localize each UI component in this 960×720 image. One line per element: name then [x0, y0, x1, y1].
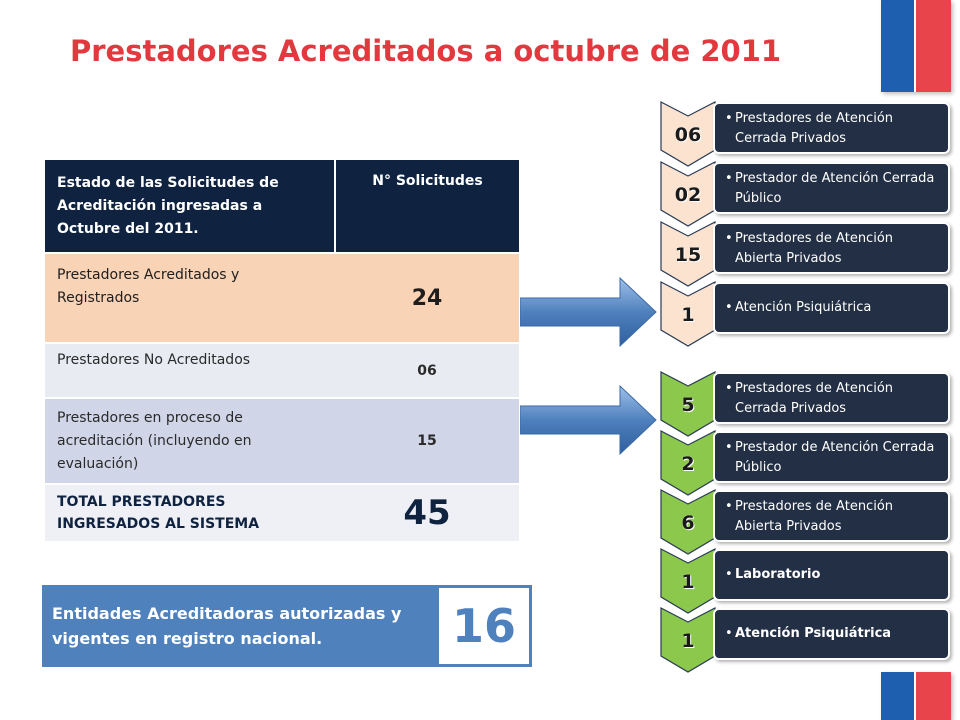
table-row — [45, 398, 519, 484]
step-label: Prestadores de Atención Cerrada Privados — [735, 111, 894, 146]
step-label-box — [713, 222, 950, 274]
bullet-icon: • — [725, 300, 733, 315]
step-label-box — [713, 549, 950, 601]
row-label: TOTAL PRESTADORES INGRESADOS AL SISTEMA — [45, 484, 335, 542]
solicitudes-table — [45, 160, 519, 543]
header-n-solicitudes: N° Solicitudes — [335, 160, 519, 253]
entidades-acreditadoras-box — [42, 585, 532, 667]
row-value: 06 — [335, 343, 519, 398]
row-label: Prestadores No Acreditados — [45, 343, 335, 398]
arrow-right-icon — [520, 384, 658, 456]
bullet-icon: • — [725, 111, 733, 126]
entidades-label: Entidades Acreditadoras autorizadas y vigentes en registro nacional. — [52, 604, 402, 648]
step-number: 15 — [674, 244, 702, 266]
bullet-icon: • — [725, 171, 733, 186]
table-row — [45, 484, 519, 542]
step-label: Laboratorio — [735, 567, 821, 582]
step-number: 2 — [681, 453, 695, 475]
row-value: 24 — [335, 253, 519, 343]
step-label: Atención Psiquiátrica — [735, 300, 872, 315]
step-label: Atención Psiquiátrica — [735, 626, 892, 641]
step-label-box — [713, 608, 950, 660]
step-number: 1 — [681, 571, 695, 593]
row-value: 45 — [335, 484, 519, 542]
step-number: 02 — [674, 184, 702, 206]
arrow-right-icon — [520, 276, 658, 348]
table-row — [45, 253, 519, 343]
step-label: Prestador de Atención Cerrada Público — [735, 171, 935, 206]
bullet-icon: • — [725, 381, 733, 396]
row-label: Prestadores Acreditados y Registrados — [45, 253, 335, 343]
header-estado: Estado de las Solicitudes de Acreditación ingresadas a Octubre del 2011. — [45, 160, 335, 253]
bullet-icon: • — [725, 499, 733, 514]
step-label: Prestador de Atención Cerrada Público — [735, 440, 935, 475]
bullet-icon: • — [725, 440, 733, 455]
step-label-box — [713, 431, 950, 483]
step-number: 06 — [674, 124, 702, 146]
table-header-row — [45, 160, 519, 253]
row-value: 15 — [335, 398, 519, 484]
chile-flag-top-decoration — [881, 0, 951, 92]
step-number: 1 — [681, 630, 695, 652]
row-label: Prestadores en proceso de acreditación (incluyendo en evaluación) — [45, 398, 335, 484]
entidades-value: 16 — [439, 588, 529, 664]
step-number: 5 — [681, 394, 695, 416]
table-row — [45, 343, 519, 398]
bullet-icon: • — [725, 626, 733, 641]
step-label: Prestadores de Atención Abierta Privados — [735, 499, 894, 534]
chile-flag-bottom-decoration — [881, 672, 951, 720]
step-number: 6 — [681, 512, 695, 534]
step-label-box — [713, 162, 950, 214]
step-label-box — [713, 282, 950, 334]
bullet-icon: • — [725, 567, 733, 582]
step-label-box — [713, 490, 950, 542]
step-label: Prestadores de Atención Abierta Privados — [735, 231, 894, 266]
step-label: Prestadores de Atención Cerrada Privados — [735, 381, 894, 416]
step-label-box — [713, 372, 950, 424]
step-number: 1 — [681, 304, 695, 326]
bullet-icon: • — [725, 231, 733, 246]
page-title: Prestadores Acreditados a octubre de 2011 — [70, 34, 782, 68]
step-label-box — [713, 102, 950, 154]
